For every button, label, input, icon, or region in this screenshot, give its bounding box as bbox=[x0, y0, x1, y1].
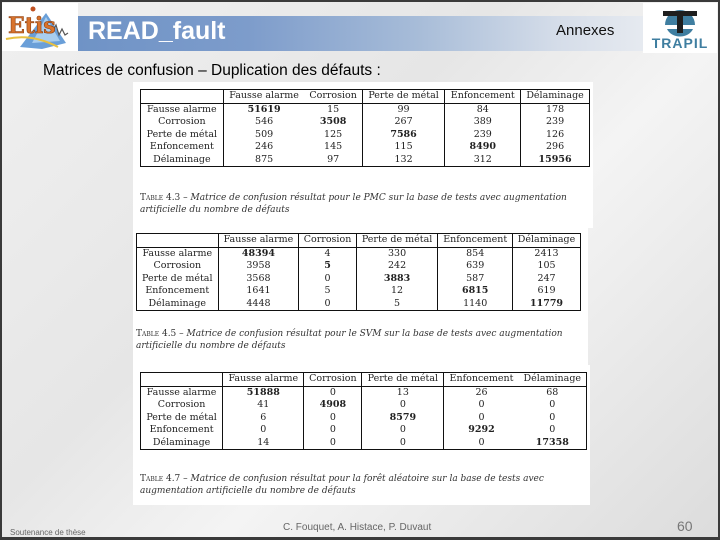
cell: 5 bbox=[299, 285, 356, 298]
cell: 99 bbox=[362, 103, 445, 116]
row-label: Délaminage bbox=[141, 154, 224, 167]
cell: 7586 bbox=[362, 129, 445, 142]
etis-logo bbox=[2, 3, 78, 51]
cell: 97 bbox=[327, 153, 340, 165]
cell: 12 bbox=[356, 285, 438, 298]
footer-authors: C. Fouquet, A. Histace, P. Duvaut bbox=[283, 522, 432, 533]
cell: 3568 bbox=[218, 273, 299, 286]
page-number: 60 bbox=[677, 518, 693, 534]
row-label: Délaminage bbox=[137, 298, 219, 311]
row-label: Enfoncement bbox=[141, 141, 224, 154]
cell: 6 bbox=[223, 412, 304, 425]
row-label: Perte de métal bbox=[141, 412, 223, 425]
trapil-logo-icon bbox=[643, 3, 717, 53]
cell: 126 bbox=[521, 129, 590, 142]
table-row bbox=[141, 116, 590, 129]
table-row bbox=[141, 103, 590, 116]
cell: 14 bbox=[223, 437, 304, 450]
confusion-matrix-pmc bbox=[133, 82, 593, 228]
caption-label: Table 4.7 – bbox=[140, 474, 188, 484]
cell: 51619 bbox=[247, 103, 281, 115]
cell: 247 bbox=[513, 273, 581, 286]
row-label: Corrosion bbox=[141, 399, 223, 412]
cell: 239 bbox=[521, 116, 590, 129]
row-label: Enfoncement bbox=[137, 285, 219, 298]
cell: 587 bbox=[438, 273, 513, 286]
cell: 296 bbox=[521, 141, 590, 154]
cell: 854 bbox=[438, 247, 513, 260]
cell: 3958 bbox=[218, 260, 299, 273]
section-label: Annexes bbox=[556, 22, 615, 39]
col-header: Enfoncement bbox=[449, 373, 514, 384]
cell: 0 bbox=[299, 273, 356, 286]
row-label: Enfoncement bbox=[141, 424, 223, 437]
cell: 0 bbox=[304, 424, 362, 437]
cell: 509 bbox=[255, 128, 274, 140]
col-header: Corrosion bbox=[309, 90, 357, 101]
cell: 0 bbox=[362, 399, 444, 412]
cell: 132 bbox=[362, 154, 445, 167]
table-row bbox=[141, 386, 587, 399]
col-header: Fausse alarme bbox=[229, 90, 299, 101]
table-row bbox=[141, 129, 590, 142]
cell: 48394 bbox=[218, 247, 299, 260]
col-header: Délaminage bbox=[519, 373, 587, 387]
cell: 6815 bbox=[438, 285, 513, 298]
table-row bbox=[141, 141, 590, 154]
corner-cell bbox=[137, 234, 219, 248]
slide-subtitle: Matrices de confusion – Duplication des défauts : bbox=[43, 62, 381, 79]
cell: 330 bbox=[356, 247, 438, 260]
cell: 4908 bbox=[304, 399, 362, 412]
cell: 145 bbox=[324, 141, 343, 152]
cell: 5 bbox=[356, 298, 438, 311]
col-header: Fausse alarme bbox=[223, 373, 304, 387]
cell: 239 bbox=[473, 128, 492, 140]
cell: 51888 bbox=[223, 386, 304, 399]
cell: 619 bbox=[513, 285, 581, 298]
row-label: Corrosion bbox=[137, 260, 219, 273]
cell: 0 bbox=[223, 424, 304, 437]
cell: 0 bbox=[478, 399, 485, 410]
cell: 1140 bbox=[438, 298, 513, 311]
svg-text:TRAPIL: TRAPIL bbox=[651, 35, 709, 51]
table-row bbox=[141, 437, 587, 450]
cell: 3883 bbox=[356, 273, 438, 286]
cell: 15 bbox=[327, 103, 340, 115]
cell: 242 bbox=[356, 260, 438, 273]
cell: 0 bbox=[519, 399, 587, 412]
cell: 0 bbox=[478, 411, 485, 423]
trapil-logo bbox=[643, 3, 717, 53]
cell: 178 bbox=[521, 103, 590, 116]
confusion-table bbox=[140, 89, 590, 167]
cell: 8579 bbox=[362, 412, 444, 425]
col-header: Fausse alarme bbox=[218, 234, 299, 248]
confusion-table bbox=[140, 372, 587, 450]
corner-cell bbox=[141, 373, 223, 387]
confusion-matrix-random-forest bbox=[133, 365, 590, 505]
cell: 41 bbox=[223, 399, 304, 412]
row-label: Fausse alarme bbox=[137, 247, 219, 260]
row-label: Fausse alarme bbox=[141, 103, 224, 116]
cell: 13 bbox=[362, 386, 444, 399]
table-row bbox=[137, 273, 581, 286]
col-header: Perte de métal bbox=[356, 234, 438, 248]
table-row bbox=[137, 260, 581, 273]
col-header: Enfoncement bbox=[450, 90, 515, 101]
row-label: Perte de métal bbox=[141, 129, 224, 142]
table-caption bbox=[140, 192, 585, 216]
cell: 0 bbox=[304, 437, 362, 450]
cell: 246 bbox=[255, 141, 274, 152]
confusion-table bbox=[136, 233, 581, 311]
table-row bbox=[141, 154, 590, 167]
app-title: READ_fault bbox=[88, 17, 226, 45]
cell: 0 bbox=[304, 412, 362, 425]
row-label: Fausse alarme bbox=[141, 386, 223, 399]
table-caption bbox=[136, 328, 581, 352]
cell: 9292 bbox=[468, 424, 495, 435]
cell: 875 bbox=[255, 153, 274, 165]
cell: 17358 bbox=[519, 437, 587, 450]
cell: 0 bbox=[478, 436, 485, 448]
row-label: Délaminage bbox=[141, 437, 223, 450]
cell: 0 bbox=[299, 298, 356, 311]
table-row bbox=[141, 424, 587, 437]
col-header: Délaminage bbox=[513, 234, 581, 248]
caption-text: Matrice de confusion résultat pour la forêt aléatoire sur la base de tests avec augmentation artificielle du nombre de défauts bbox=[140, 474, 544, 496]
cell: 125 bbox=[324, 128, 343, 140]
cell: 389 bbox=[473, 116, 492, 127]
cell: 26 bbox=[475, 386, 488, 398]
cell: 0 bbox=[519, 424, 587, 437]
caption-text: Matrice de confusion résultat pour le SVM sur la base de tests avec augmentation artificielle du nombre de défauts bbox=[136, 329, 563, 351]
cell: 115 bbox=[362, 141, 445, 154]
cell: 267 bbox=[362, 116, 445, 129]
svg-text:Etis: Etis bbox=[8, 13, 56, 39]
etis-logo-icon bbox=[2, 3, 78, 51]
col-header: Perte de métal bbox=[362, 373, 444, 387]
row-label: Perte de métal bbox=[137, 273, 219, 286]
cell: 4448 bbox=[218, 298, 299, 311]
col-header: Enfoncement bbox=[438, 234, 513, 248]
row-label: Corrosion bbox=[141, 116, 224, 129]
cell: 8490 bbox=[469, 141, 496, 152]
table-row bbox=[137, 285, 581, 298]
cell: 2413 bbox=[513, 247, 581, 260]
table-row bbox=[137, 298, 581, 311]
table-row bbox=[141, 412, 587, 425]
footer-event: Soutenance de thèse bbox=[10, 528, 86, 537]
cell: 15956 bbox=[521, 154, 590, 167]
col-header: Délaminage bbox=[521, 90, 590, 104]
cell: 0 bbox=[304, 386, 362, 399]
table-row bbox=[141, 399, 587, 412]
col-header: Corrosion bbox=[299, 234, 356, 248]
cell: 4 bbox=[299, 247, 356, 260]
cell: 546 bbox=[255, 116, 274, 127]
cell: 68 bbox=[519, 386, 587, 399]
confusion-matrix-svm bbox=[133, 228, 588, 365]
cell: 84 bbox=[476, 103, 489, 115]
cell: 0 bbox=[362, 437, 444, 450]
corner-cell bbox=[141, 90, 224, 104]
caption-label: Table 4.3 – bbox=[140, 193, 188, 203]
caption-label: Table 4.5 – bbox=[136, 329, 184, 339]
col-header: Corrosion bbox=[304, 373, 362, 387]
cell: 105 bbox=[513, 260, 581, 273]
cell: 11779 bbox=[513, 298, 581, 311]
table-caption bbox=[140, 473, 585, 497]
col-header: Perte de métal bbox=[362, 90, 445, 104]
table-row bbox=[137, 247, 581, 260]
cell: 1641 bbox=[218, 285, 299, 298]
cell: 312 bbox=[473, 153, 492, 165]
cell: 5 bbox=[299, 260, 356, 273]
cell: 3508 bbox=[319, 116, 347, 127]
cell: 0 bbox=[362, 424, 444, 437]
cell: 639 bbox=[438, 260, 513, 273]
cell: 0 bbox=[519, 412, 587, 425]
caption-text: Matrice de confusion résultat pour le PMC sur la base de tests avec augmentation artificielle du nombre de défauts bbox=[140, 193, 567, 215]
